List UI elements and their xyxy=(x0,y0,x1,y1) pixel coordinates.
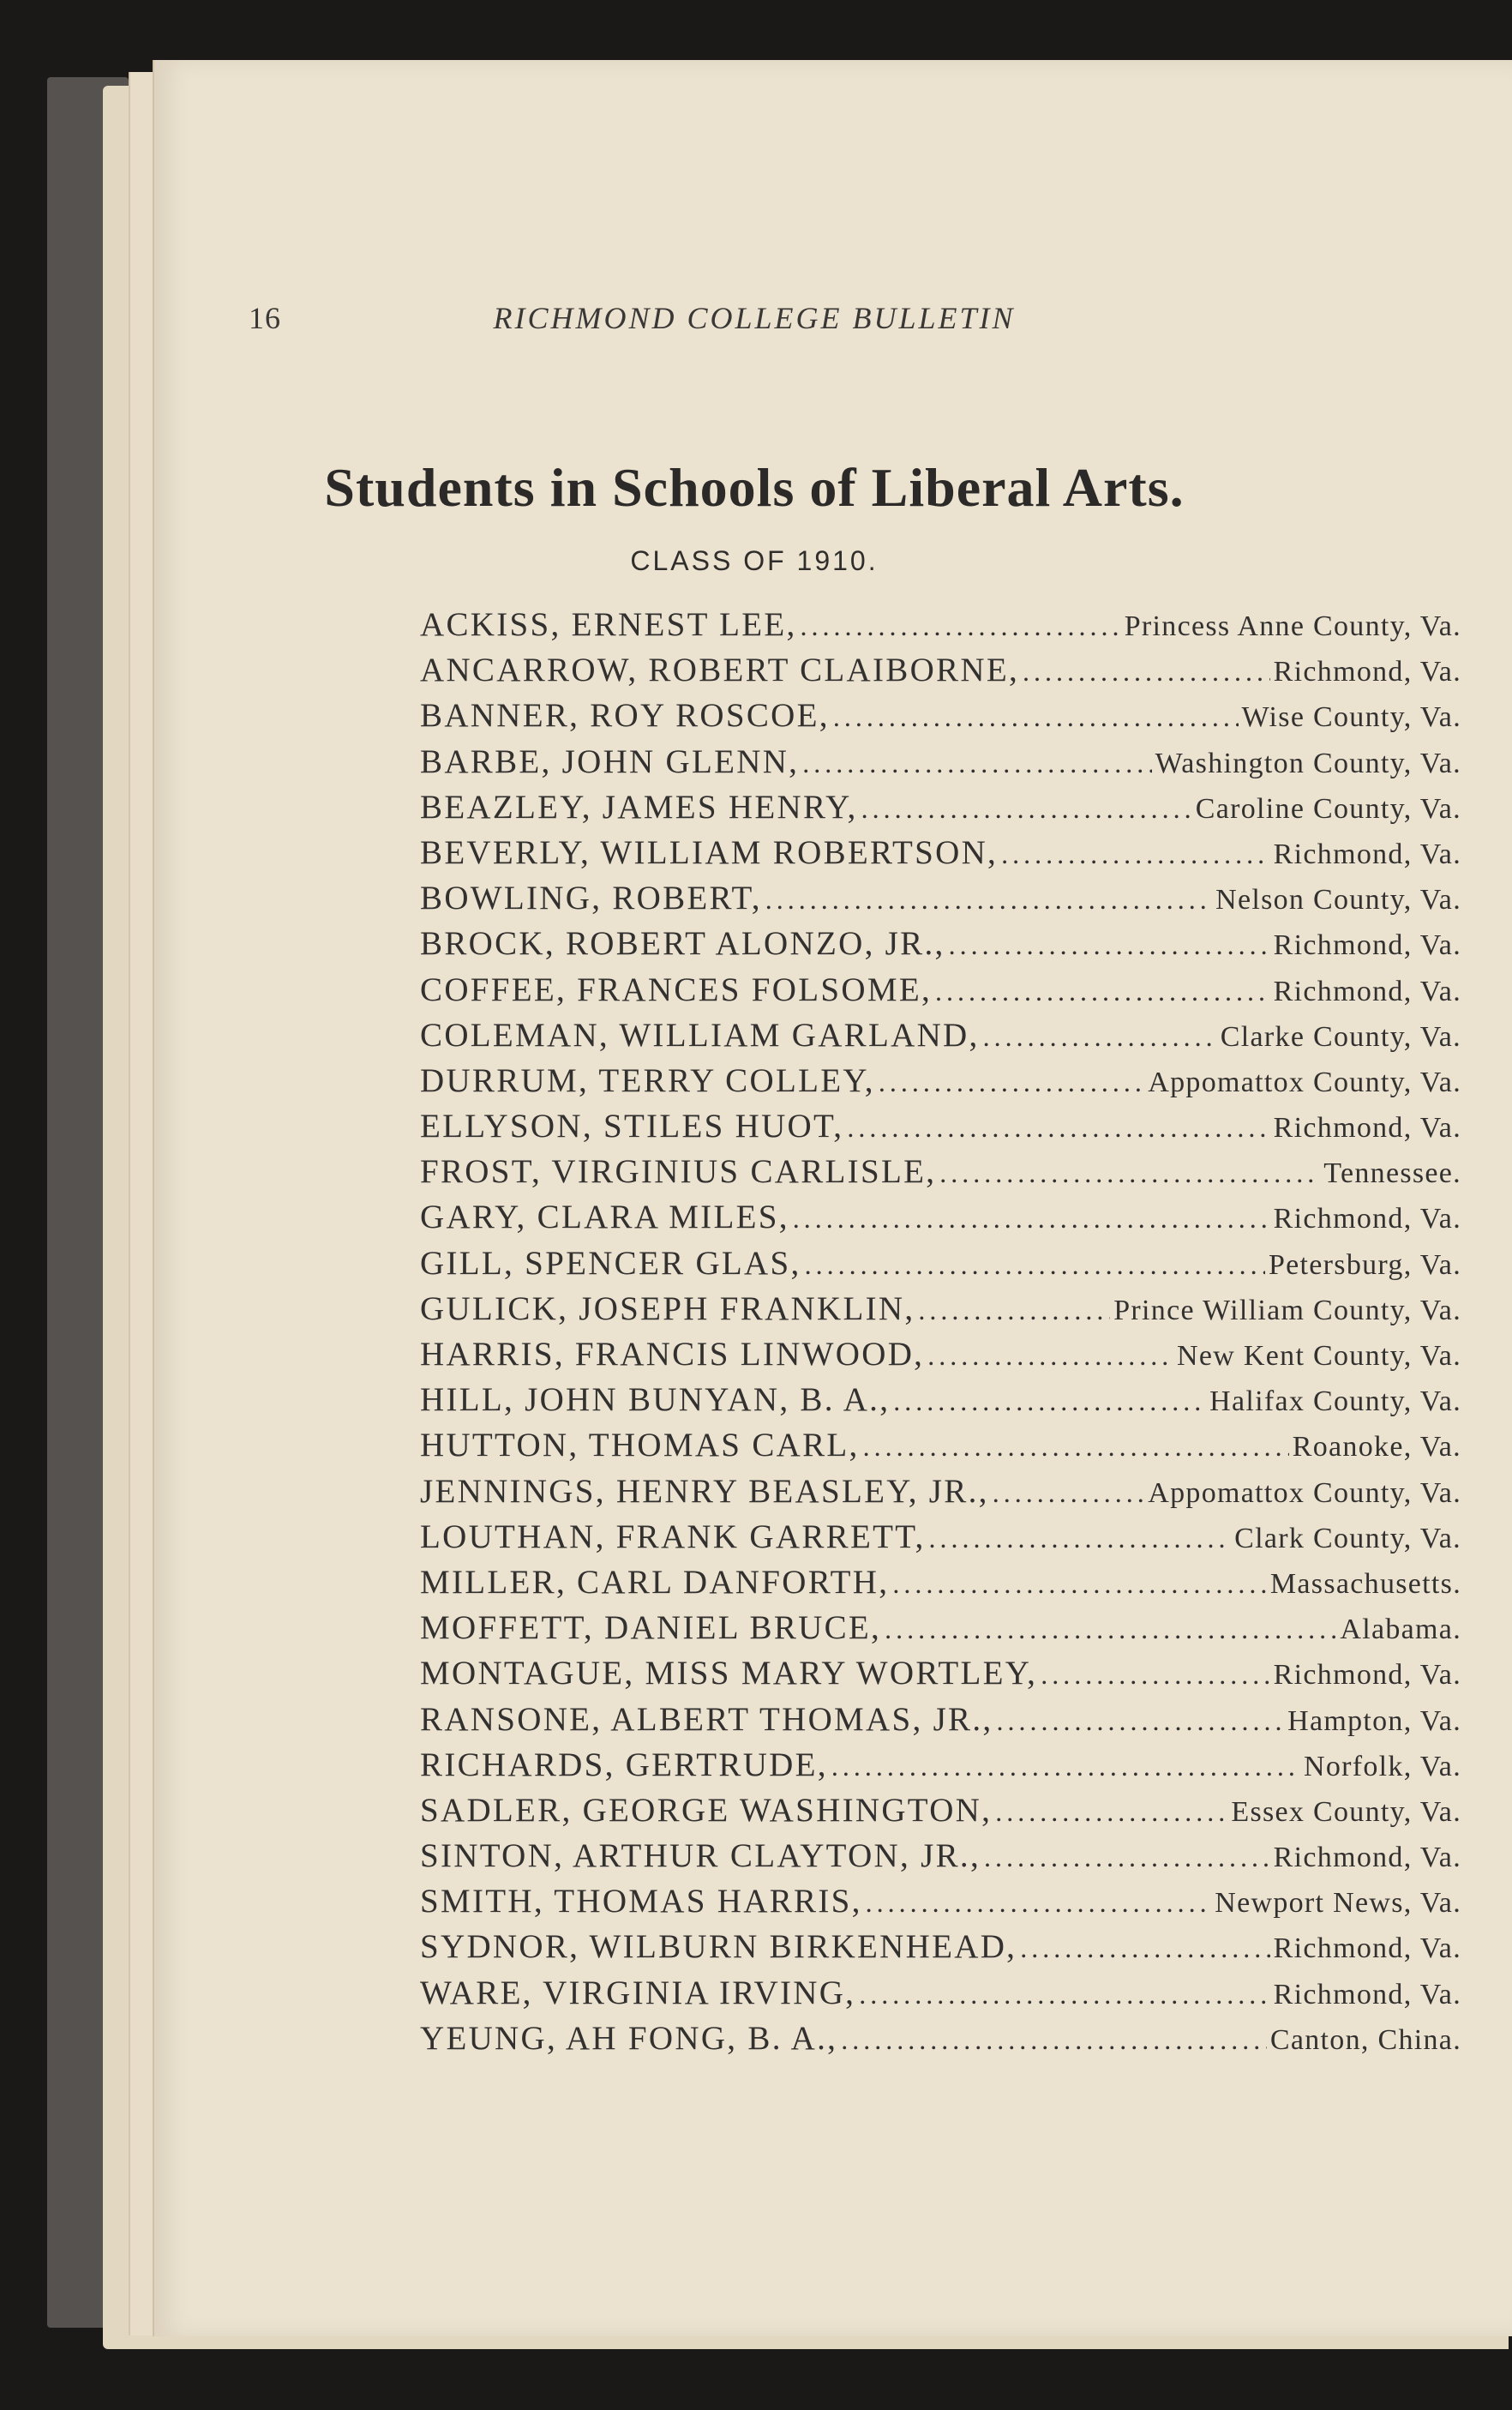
student-entry xyxy=(420,1061,1461,1107)
dot-leader xyxy=(801,610,1121,642)
student-entry xyxy=(420,1518,1461,1563)
dot-leader xyxy=(929,1523,1232,1554)
dot-leader xyxy=(765,884,1212,916)
student-name: SADLER, GEORGE WASHINGTON, xyxy=(420,1791,993,1829)
student-name: GARY, CLARA MILES, xyxy=(420,1199,789,1236)
student-name: ANCARROW, ROBERT CLAIBORNE, xyxy=(420,652,1019,689)
student-entry xyxy=(420,833,1461,879)
student-entry xyxy=(420,879,1461,924)
student-place: Alabama. xyxy=(1340,1614,1461,1646)
student-name: BEVERLY, WILLIAM ROBERTSON, xyxy=(420,833,999,871)
dot-leader xyxy=(802,748,1151,779)
student-place: Clark County, Va. xyxy=(1234,1522,1461,1554)
student-name: YEUNG, AH FONG, B. A., xyxy=(420,2019,838,2057)
student-place: Essex County, Va. xyxy=(1231,1795,1461,1828)
student-place: Appomattox County, Va. xyxy=(1148,1066,1461,1098)
student-name: BARBE, JOHN GLENN, xyxy=(420,742,800,780)
student-place: Richmond, Va. xyxy=(1273,838,1461,870)
student-entry xyxy=(420,788,1461,833)
student-name: FROST, VIRGINIUS CARLISLE, xyxy=(420,1153,937,1191)
student-entry xyxy=(420,1563,1461,1608)
student-entry xyxy=(420,742,1461,788)
student-place: Richmond, Va. xyxy=(1273,975,1461,1007)
dot-leader xyxy=(866,1887,1212,1919)
student-entry xyxy=(420,1244,1461,1289)
student-place: Wise County, Va. xyxy=(1241,701,1461,734)
student-name: ACKISS, ERNEST LEE, xyxy=(420,606,797,643)
dot-leader xyxy=(861,793,1192,825)
dot-leader xyxy=(879,1067,1144,1098)
dot-leader xyxy=(995,1796,1227,1828)
student-entry xyxy=(420,1836,1461,1882)
student-name: SINTON, ARTHUR CLAYTON, JR., xyxy=(420,1837,981,1875)
dot-leader xyxy=(1023,656,1270,688)
student-place: Norfolk, Va. xyxy=(1303,1750,1461,1782)
dot-leader xyxy=(984,1842,1270,1873)
student-place: Petersburg, Va. xyxy=(1268,1248,1461,1281)
class-heading: CLASS OF 1910. xyxy=(630,545,879,576)
bulletin-title: RICHMOND COLLEGE BULLETIN xyxy=(493,301,1016,335)
dot-leader xyxy=(831,1751,1300,1782)
student-name: JENNINGS, HENRY BEASLEY, JR., xyxy=(420,1472,989,1510)
student-entry xyxy=(420,1198,1461,1243)
student-place: Newport News, Va. xyxy=(1215,1887,1461,1920)
student-entry xyxy=(420,1927,1461,1973)
student-name: LOUTHAN, FRANK GARRETT, xyxy=(420,1518,926,1555)
student-entry xyxy=(420,1107,1461,1152)
student-name: WARE, VIRGINIA IRVING, xyxy=(420,1974,856,2011)
student-name: DURRUM, TERRY COLLEY, xyxy=(420,1061,875,1099)
student-place: Princess Anne County, Va. xyxy=(1124,610,1461,642)
student-name: GULICK, JOSEPH FRANKLIN, xyxy=(420,1289,915,1327)
student-name: COFFEE, FRANCES FOLSOME, xyxy=(420,971,932,1008)
student-name: MONTAGUE, MISS MARY WORTLEY, xyxy=(420,1655,1038,1692)
dot-leader xyxy=(939,1157,1320,1189)
student-entry xyxy=(420,605,1461,651)
student-place: Tennessee. xyxy=(1323,1157,1461,1190)
student-name: BEAZLEY, JAMES HENRY, xyxy=(420,788,858,826)
student-place: Hampton, Va. xyxy=(1287,1704,1461,1737)
student-entry xyxy=(420,1472,1461,1518)
student-place: Canton, China. xyxy=(1269,2023,1461,2056)
dot-leader xyxy=(918,1295,1110,1326)
student-name: RICHARDS, GERTRUDE, xyxy=(420,1746,828,1783)
section-title: Students in Schools of Liberal Arts. xyxy=(324,457,1185,518)
student-name: BOWLING, ROBERT, xyxy=(420,880,762,917)
dot-leader xyxy=(847,1112,1269,1144)
student-place: Richmond, Va. xyxy=(1273,1842,1461,1874)
student-name: MOFFETT, DANIEL BRUCE, xyxy=(420,1609,882,1647)
student-place: Massachusetts. xyxy=(1269,1567,1461,1600)
student-place: Richmond, Va. xyxy=(1273,1659,1461,1692)
student-place: New Kent County, Va. xyxy=(1177,1340,1461,1372)
student-entry xyxy=(420,1335,1461,1380)
student-place: Richmond, Va. xyxy=(1273,1932,1461,1965)
dot-leader xyxy=(893,1385,1206,1417)
student-entry xyxy=(420,1882,1461,1927)
student-place: Nelson County, Va. xyxy=(1215,884,1461,917)
student-list xyxy=(420,605,1461,2064)
student-name: BROCK, ROBERT ALONZO, JR., xyxy=(420,925,945,963)
dot-leader xyxy=(841,2024,1267,2056)
student-entry xyxy=(420,971,1461,1016)
dot-leader xyxy=(983,1021,1217,1053)
student-name: BANNER, ROY ROSCOE, xyxy=(420,697,830,735)
running-head xyxy=(249,300,1260,352)
student-place: Richmond, Va. xyxy=(1273,1112,1461,1145)
student-entry xyxy=(420,1426,1461,1471)
dot-leader xyxy=(1020,1932,1269,1964)
dot-leader xyxy=(1041,1659,1269,1691)
page-number: 16 xyxy=(249,301,281,335)
student-place: Prince William County, Va. xyxy=(1113,1294,1461,1326)
student-place: Roanoke, Va. xyxy=(1292,1431,1461,1463)
student-name: HUTTON, THOMAS CARL, xyxy=(420,1427,860,1464)
student-entry xyxy=(420,1654,1461,1699)
student-entry xyxy=(420,1608,1461,1654)
student-name: RANSONE, ALBERT THOMAS, JR., xyxy=(420,1700,993,1738)
student-entry xyxy=(420,1152,1461,1198)
student-name: SMITH, THOMAS HARRIS, xyxy=(420,1883,862,1920)
dot-leader xyxy=(935,976,1270,1007)
student-entry xyxy=(420,651,1461,696)
student-entry xyxy=(420,1746,1461,1791)
student-place: Richmond, Va. xyxy=(1273,1203,1461,1235)
student-name: GILL, SPENCER GLAS, xyxy=(420,1244,801,1282)
student-entry xyxy=(420,696,1461,742)
student-name: SYDNOR, WILBURN BIRKENHEAD, xyxy=(420,1928,1017,1966)
dot-leader xyxy=(1001,838,1270,870)
student-name: MILLER, CARL DANFORTH, xyxy=(420,1563,890,1601)
dot-leader xyxy=(927,1340,1173,1372)
dot-leader xyxy=(859,1979,1269,2010)
dot-leader xyxy=(993,1477,1145,1509)
student-entry xyxy=(420,1380,1461,1426)
student-place: Halifax County, Va. xyxy=(1209,1385,1461,1418)
dot-leader xyxy=(793,1203,1270,1235)
student-name: HILL, JOHN BUNYAN, B. A., xyxy=(420,1381,891,1419)
dot-leader xyxy=(805,1249,1265,1281)
student-place: Richmond, Va. xyxy=(1273,929,1461,962)
dot-leader xyxy=(892,1568,1267,1600)
student-entry xyxy=(420,924,1461,970)
dot-leader xyxy=(949,929,1270,961)
dot-leader xyxy=(885,1614,1336,1645)
student-entry xyxy=(420,1700,1461,1746)
student-name: COLEMAN, WILLIAM GARLAND, xyxy=(420,1016,980,1054)
student-place: Richmond, Va. xyxy=(1273,656,1461,688)
student-entry xyxy=(420,1289,1461,1335)
student-name: HARRIS, FRANCIS LINWOOD, xyxy=(420,1336,925,1373)
student-place: Caroline County, Va. xyxy=(1195,792,1461,825)
student-entry xyxy=(420,1974,1461,2019)
student-place: Appomattox County, Va. xyxy=(1148,1476,1461,1509)
student-name: ELLYSON, STILES HUOT, xyxy=(420,1108,844,1145)
student-entry xyxy=(420,1791,1461,1836)
dot-leader xyxy=(863,1431,1289,1463)
dot-leader xyxy=(833,701,1239,733)
student-entry xyxy=(420,2019,1461,2064)
student-place: Clarke County, Va. xyxy=(1220,1020,1461,1053)
student-place: Washington County, Va. xyxy=(1155,747,1461,779)
student-entry xyxy=(420,1016,1461,1061)
dot-leader xyxy=(996,1705,1284,1737)
student-place: Richmond, Va. xyxy=(1273,1978,1461,2010)
